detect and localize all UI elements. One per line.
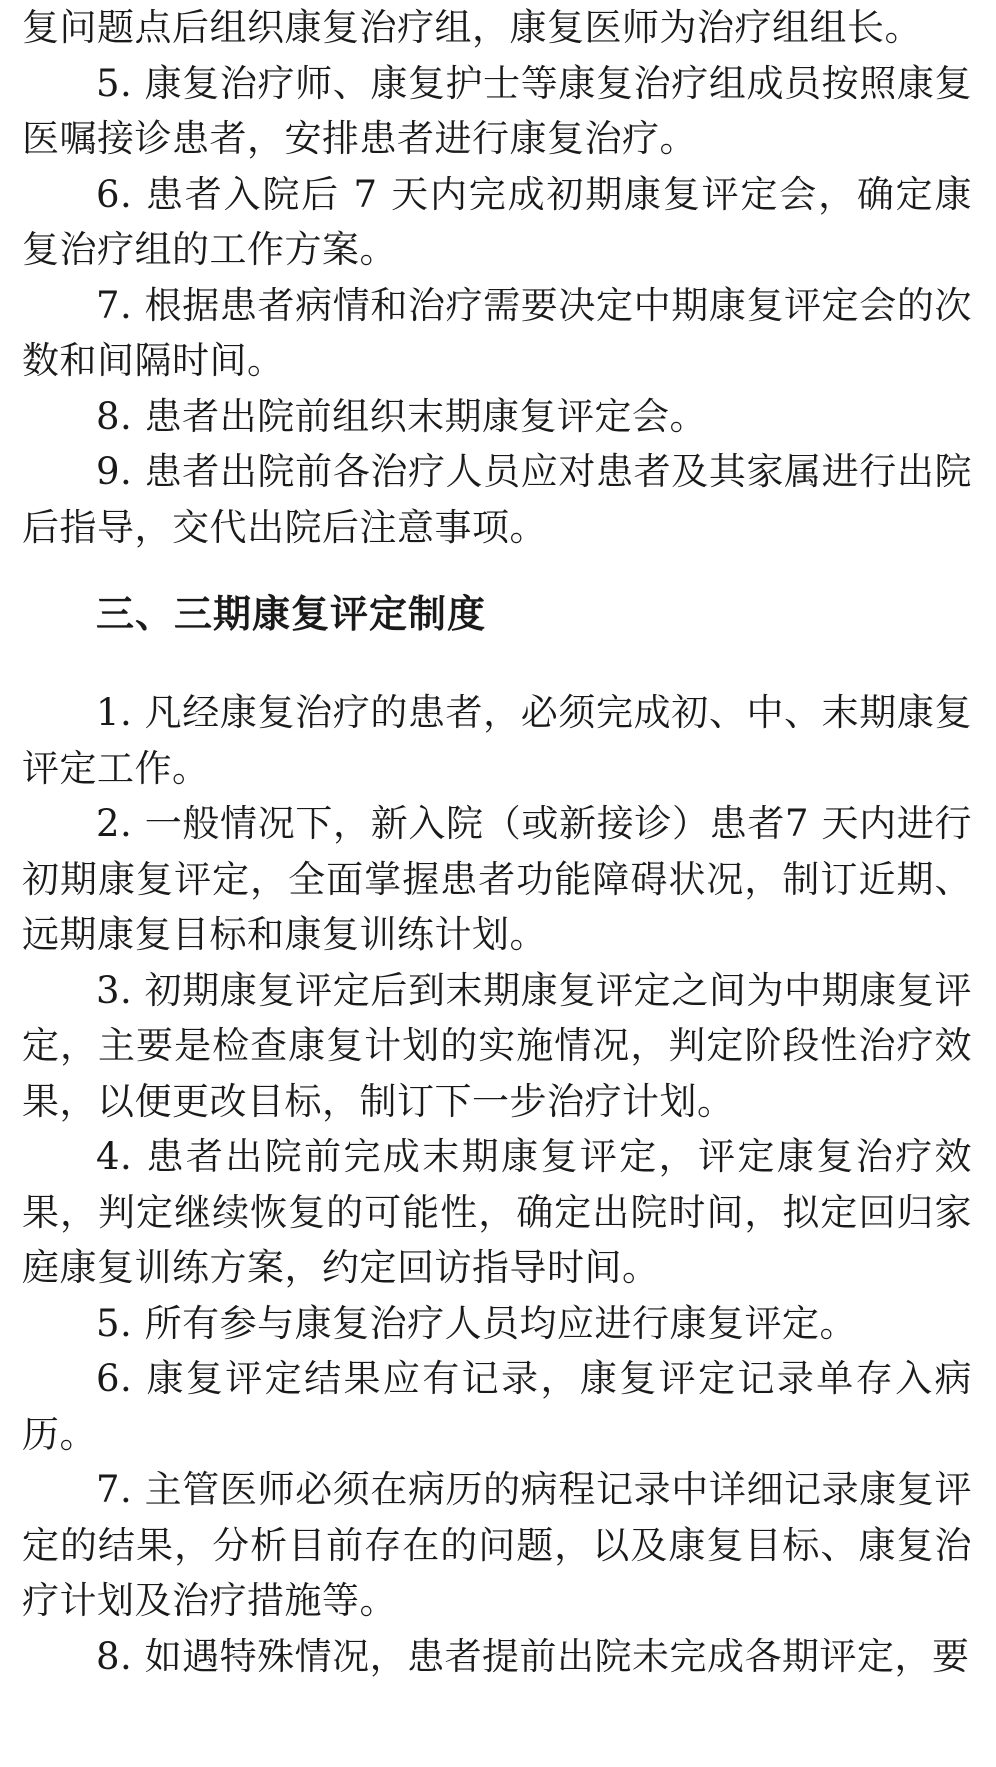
rule-item-4: 4. 患者出院前完成末期康复评定，评定康复治疗效果，判定继续恢复的可能性，确定出院时间，拟定回归家庭康复训练方案，约定回访指导时间。 bbox=[22, 1135, 972, 1289]
section-heading: 三、三期康复评定制度 bbox=[96, 592, 487, 636]
rule-item-3: 3. 初期康复评定后到末期康复评定之间为中期康复评定，主要是检查康复计划的实施情况，判定阶段性治疗效果，以便更改目标，制订下一步治疗计划。 bbox=[22, 968, 972, 1123]
paragraph-item-7: 7. 根据患者病情和治疗需要决定中期康复评定会的次数和间隔时间。 bbox=[22, 283, 972, 382]
document-page bbox=[22, 0, 972, 1684]
paragraph-item-6: 6. 患者入院后 7 天内完成初期康复评定会，确定康复治疗组的工作方案。 bbox=[22, 172, 972, 271]
rule-item-6: 6. 康复评定结果应有记录，康复评定记录单存入病历。 bbox=[22, 1357, 972, 1456]
paragraph-item-8: 8. 患者出院前组织末期康复评定会。 bbox=[96, 394, 708, 438]
section-spacer bbox=[22, 555, 972, 583]
section-three-body bbox=[22, 685, 972, 1684]
rule-item-5: 5. 所有参与康复治疗人员均应进行康复评定。 bbox=[96, 1301, 858, 1345]
previous-section-body bbox=[22, 0, 972, 555]
paragraph-item-9: 9. 患者出院前各治疗人员应对患者及其家属进行出院后指导，交代出院后注意事项。 bbox=[22, 450, 972, 549]
rule-item-2: 2. 一般情况下，新入院（或新接诊）患者7 天内进行初期康复评定，全面掌握患者功能障碍状况，制订近期、远期康复目标和康复训练计划。 bbox=[22, 802, 972, 956]
paragraph-item-5: 5. 康复治疗师、康复护士等康复治疗组成员按照康复医嘱接诊患者，安排患者进行康复治疗。 bbox=[22, 61, 972, 160]
heading-spacer bbox=[22, 645, 972, 685]
paragraph-continuation: 复问题点后组织康复治疗组，康复医师为治疗组组长。 bbox=[22, 6, 922, 49]
rule-item-8: 8. 如遇特殊情况，患者提前出院未完成各期评定，要 bbox=[96, 1634, 970, 1678]
rule-item-7: 7. 主管医师必须在病历的病程记录中详细记录康复评定的结果，分析目前存在的问题，以及康复目标、康复治疗计划及治疗措施等。 bbox=[22, 1468, 972, 1622]
rule-item-1: 1. 凡经康复治疗的患者，必须完成初、中、末期康复评定工作。 bbox=[22, 691, 972, 790]
